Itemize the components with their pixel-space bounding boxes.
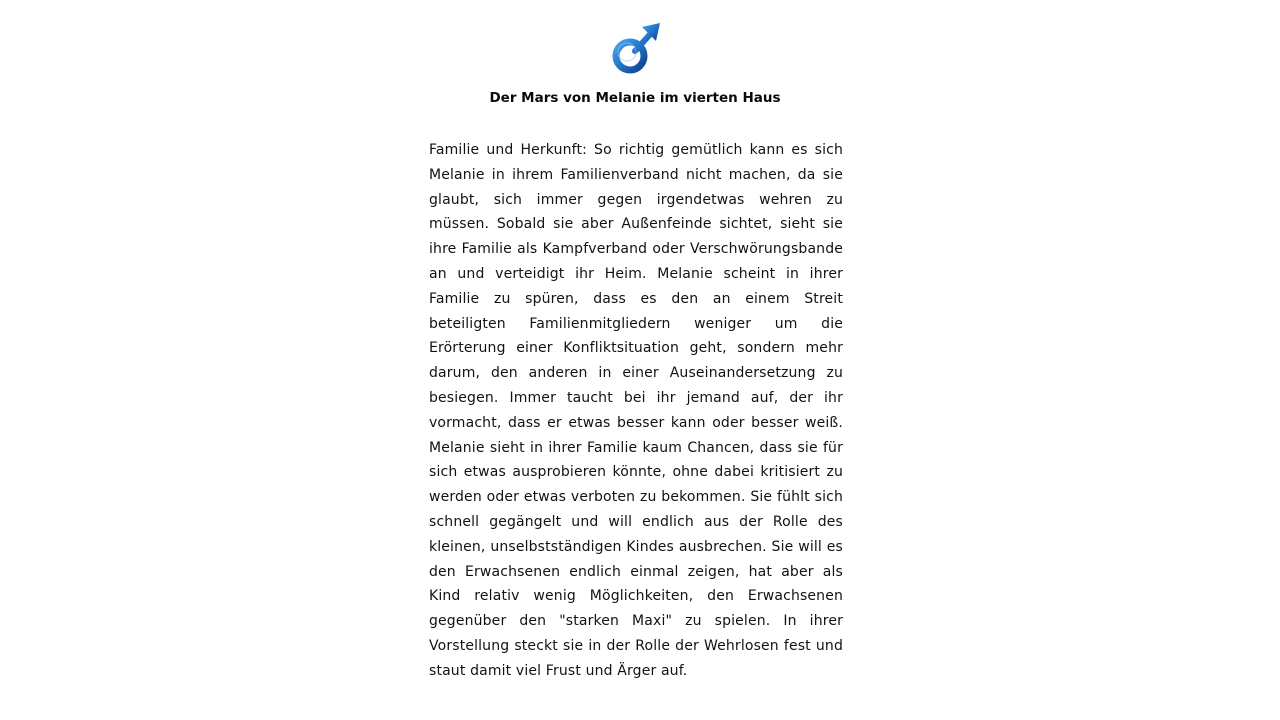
page-title: Der Mars von Melanie im vierten Haus (489, 90, 781, 106)
paragraph: Familie und Herkunft: So richtig gemütlich kann es sich Melanie in ihrem Familienverband nicht machen, da sie glaubt, sich immer gegen irgendetwas wehren zu müssen. Sobald sie aber Außenfeinde sichtet, sieht sie ihre Familie als Kampfverband oder Verschwörungsbande an und verteidigt ihr Heim. Melanie scheint in ihrer Familie zu spüren, dass es den an einem Streit beteiligten Familienmitgliedern weniger um die Erörterung einer Konfliktsituation geht, sondern mehr darum, den anderen in einer Auseinandersetzung zu besiegen. Immer taucht bei ihr jemand auf, der ihr vormacht, dass er etwas besser kann oder besser weiß. Melanie sieht in ihrer Familie kaum Chancen, dass sie für sich etwas ausprobieren könnte, ohne dabei kritisiert zu werden oder etwas verboten zu bekommen. Sie fühlt sich schnell gegängelt und will endlich aus der Rolle des kleinen, unselbstständigen Kindes ausbrechen. Sie will es den Erwachsenen endlich einmal zeigen, hat aber als Kind relativ wenig Möglichkeiten, den Erwachsenen gegenüber den "starken Maxi" zu spielen. In ihrer Vorstellung steckt sie in der Rolle der Wehrlosen fest und staut damit viel Frust und Ärger auf. (429, 142, 843, 679)
mars-symbol-icon (610, 20, 664, 76)
body-text (429, 138, 843, 684)
